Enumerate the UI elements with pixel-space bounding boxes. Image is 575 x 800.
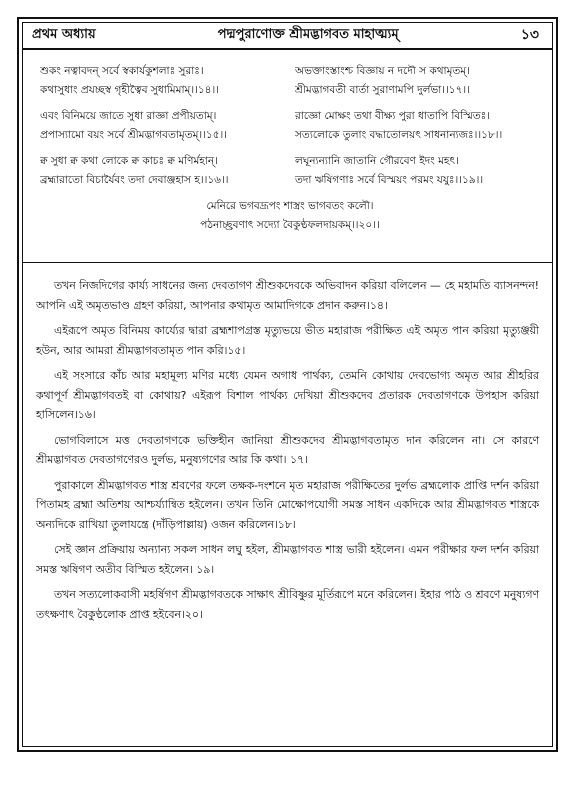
verse-line: এবং বিনিময়ে জাতে সুধা রাজ্ঞা প্রপীয়তাম্‌। xyxy=(40,110,217,122)
page-title: পদ্মপুরাণোক্ত শ্রীমদ্ভাগবত মাহাত্ম্যম্‌ xyxy=(217,26,399,42)
paragraph: এইরূপে অমৃত বিনিময় কার্য্যের দ্বারা ব্রহ্মশাপগ্রস্ত মৃত্যুভয়ে ভীত মহারাজ পরীক্ষিত এই অমৃত পান করিয়া মৃত্যুঞ্জয়ী হউন, আর আমরা শ্রীমদ্ভাগবতামৃত পান করি।১৫। xyxy=(36,324,539,357)
verse-right xyxy=(295,152,540,189)
verse-line: মেনিরে ভগবদ্রূপং শাস্ত্রং ভাগবতং কলৌ। xyxy=(206,200,374,212)
verse-right xyxy=(295,107,540,144)
verse-left xyxy=(40,107,280,144)
verse-row xyxy=(40,107,540,144)
page-header xyxy=(22,22,553,50)
verse-row xyxy=(40,62,540,99)
verse-center xyxy=(40,197,540,234)
section-divider xyxy=(22,262,553,263)
paragraph: তখন নিজদিগের কার্য্য সাধনের জন্য দেবতাগণ শ্রীশুকদেবকে অভিবাদন করিয়া বলিলেন — হে মহামতি ব্যাসনন্দন! আপনি এই অমৃতভাণ্ড গ্রহণ করিয়া, আপনার কথামৃত আমাদিগকে প্রদান করুন।১৪। xyxy=(36,279,539,312)
verse-line: রাজ্ঞো মোক্ষং তথা বীক্ষ্য পুরা ধাতাপি বিস্মিতঃ। xyxy=(295,110,490,122)
verse-line: শ্রীমদ্ভাগবতী বার্তা সুরাণামপি দুর্লভা।।১৭।। xyxy=(295,83,470,96)
verse-line: পঠনাচ্ছ্রবণাৎ সদ্যো বৈকুণ্ঠফলদায়কম্‌।।২০।। xyxy=(200,218,380,231)
verse-line: ক্ব সুধা ক্ব কথা লোকে ক্ব কাচঃ ক্ব মণির্মহান্‌। xyxy=(40,155,218,167)
verse-left xyxy=(40,62,280,99)
verse-line: অভক্তাংস্তাংশ্চ বিজ্ঞায় ন দদৌ স কথামৃতম্‌। xyxy=(295,65,470,77)
paragraph: তখন সত্যলোকবাসী মহর্ষিগণ শ্রীমদ্ভাগবতকে সাক্ষাৎ শ্রীবিষ্ণুর মূর্তিরূপে মনে করিলেন। ইহার পাঠ ও শ্রবণে মনুষ্যগণ তৎক্ষণাৎ বৈকুণ্ঠলোক প্রাপ্ত হইবেন।২০। xyxy=(36,588,539,621)
verse-line: সত্যলোকে তুলাং বদ্ধাতোলয়ৎ সাধনান্যজঃ।।১৮।। xyxy=(295,128,503,141)
verse-line: প্রপাস্যামো বয়ং সর্বে শ্রীমদ্ভাগবতামৃতম্‌।।১৫।। xyxy=(40,128,228,141)
verse-line: শুকং নত্বাবদন্‌ সর্বে স্বকার্যকুশলাঃ সুরাঃ। xyxy=(40,65,204,77)
chapter-label: প্রথম অধ্যায় xyxy=(32,26,96,42)
paragraph: এই সংসারে কাঁচ আর মহামূল্য মণির মধ্যে যেমন অগাধ পার্থক্য, তেমনি কোথায় দেবভোগ্য অমৃত আর শ্রীহরির কথাপূর্ণ শ্রীমদ্ভাগবতই বা কোথায়? এইরূপ বিশাল পার্থক্য দেখিয়া শ্রীশুকদেব প্রতারক দেবতাগণকে উপহাস করিয়া হাসিলেন।১৬। xyxy=(36,369,539,421)
sanskrit-verses xyxy=(40,62,540,234)
paragraph: ভোগবিলাসে মত্ত দেবতাগণকে ভক্তিহীন জানিয়া শ্রীশুকদেব শ্রীমদ্ভাগবতামৃত দান করিলেন না। সে কারণে শ্রীমদ্ভাগবত দেবতাগণেরও দুর্লভ, মনুষ্যগণের আর কি কথা। ১৭। xyxy=(36,433,539,466)
bengali-translation xyxy=(36,276,539,630)
verse-row xyxy=(40,152,540,189)
verse-line: লঘূন্যন্যানি জাতানি গৌরবেণ ইদং মহৎ। xyxy=(295,155,459,167)
verse-line: তদা ঋষিগণাঃ সর্বে বিস্ময়ং পরমং যযুঃ।।১৯।। xyxy=(295,173,484,186)
paragraph: সেই জ্ঞান প্রক্রিয়ায় অন্যান্য সকল সাধন লঘু হইল, শ্রীমদ্ভাগবত শাস্ত্র ভারী হইলেন। এমন পরীক্ষার ফল দর্শন করিয়া সমস্ত ঋষিগণ অতীব বিস্মিত হইলেন। ১৯। xyxy=(36,543,539,576)
verse-line: কথাসুধাং প্রযচ্ছস্ব গৃহীত্বৈব সুধামিমাম্‌।।১৪।। xyxy=(40,83,219,96)
page-number: ১৩ xyxy=(520,27,539,43)
verse-left xyxy=(40,152,280,189)
verse-line: ব্রহ্মারাতো বিচার্যৈবং তদা দেবাঞ্জহাস হ।।১৬।। xyxy=(40,173,229,186)
verse-right xyxy=(295,62,540,99)
paragraph: পুরাকালে শ্রীমদ্ভাগবত শাস্ত্র শ্রবণের ফলে তক্ষক-দংশনে মৃত মহারাজ পরীক্ষিতের দুর্লভ ব্রহ্মলোক প্রাপ্তি দর্শন করিয়া পিতামহ ব্রহ্মা অতিশয় আশ্চর্য্যান্বিত হইলেন। তখন তিনি মোক্ষোপযোগী সমস্ত সাধন একদিকে আর শ্রীমদ্ভাগবত শাস্ত্রকে অন্যদিকে রাখিয়া তুলাযন্ত্রে (দাঁড়িপাল্লায়) ওজন করিলেন।১৮। xyxy=(36,478,539,531)
